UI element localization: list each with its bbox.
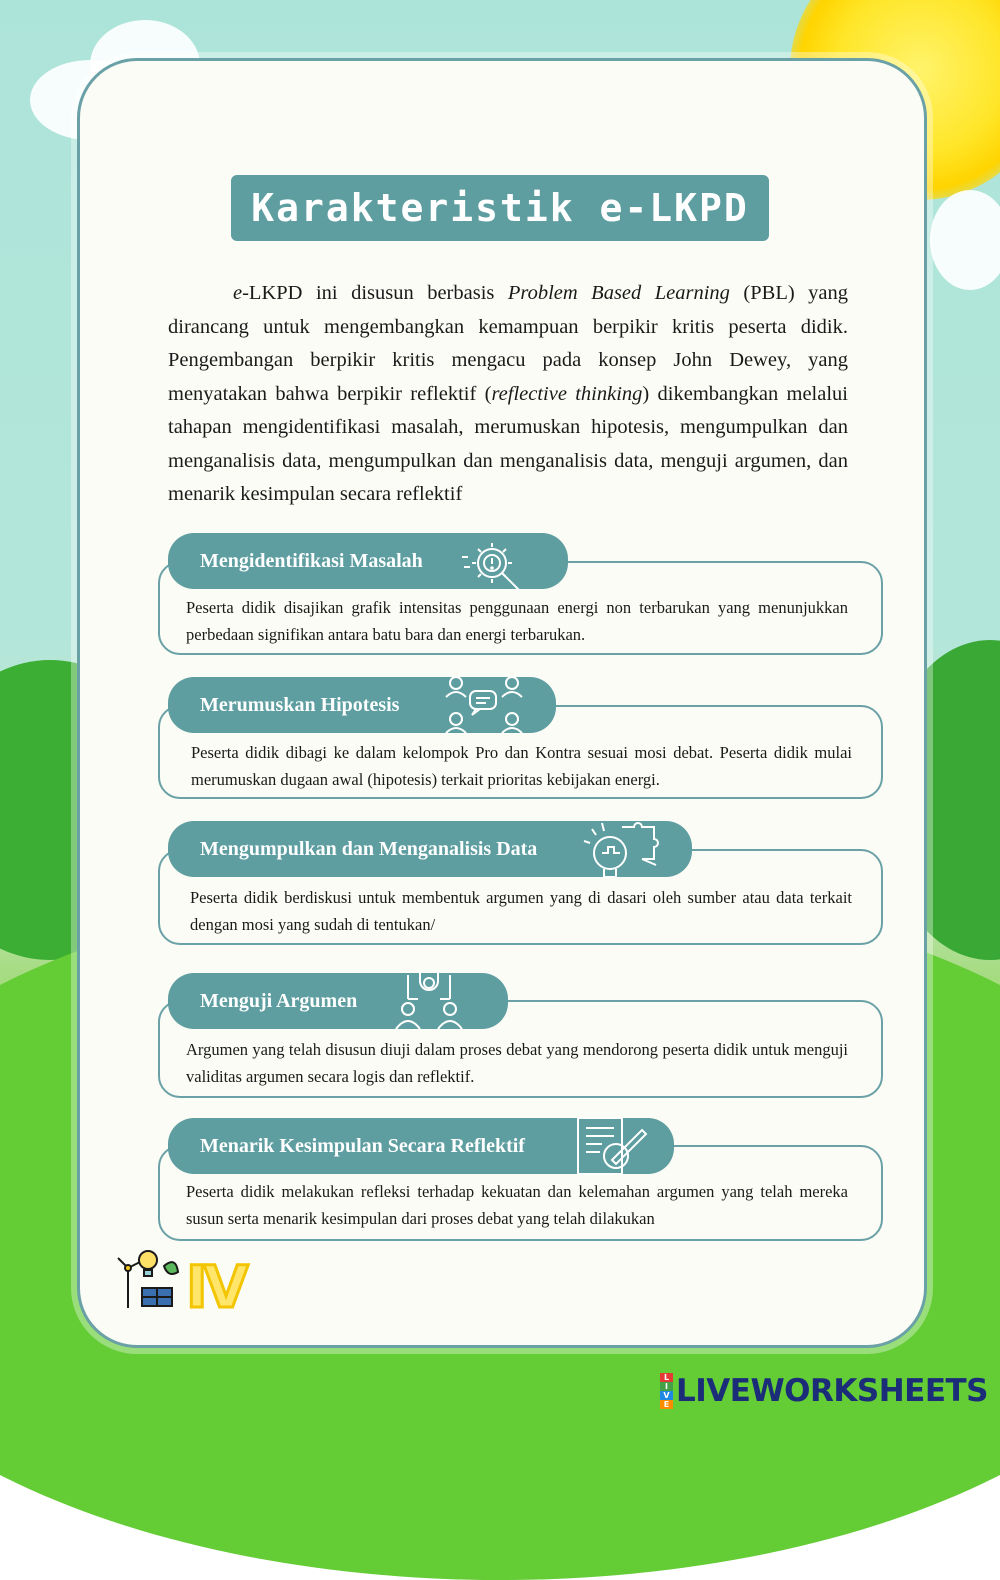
intro-text-2: (PBL) yang dirancang untuk mengembangkan kemampuan berpikir kritis peserta didik. Pengembangan berpikir kritis mengacu pada konsep John Dewey, yang menyatakan bahwa berpikir reflektif ( (168, 282, 848, 405)
live-letter: L (660, 1373, 673, 1382)
gear-search-icon (458, 537, 538, 593)
live-letter: I (660, 1382, 673, 1391)
intro-paragraph (168, 277, 848, 512)
intro-text-1: -LKPD ini disusun berbasis (242, 282, 508, 304)
stage-description: Peserta didik disajikan grafik intensitas penggunaan energi non terbarukan yang menunjukkan perbedaan signifikan antara batu bara dan energi terbarukan. (186, 598, 848, 644)
intro-italic-pbl: Problem Based Learning (507, 282, 730, 304)
page-number: IV (186, 1253, 245, 1321)
title-banner (231, 175, 769, 241)
live-letter: V (660, 1391, 673, 1400)
stage-description: Peserta didik melakukan refleksi terhadap kekuatan dan kelemahan argumen yang telah mereka susun serta menarik kesimpulan dari proses debat yang telah dilakukan (186, 1182, 848, 1228)
stage-title: Menguji Argumen (200, 989, 358, 1012)
renewable-energy-icon (114, 1248, 184, 1312)
group-discussion-icon (438, 673, 528, 737)
intro-italic-reflective: reflective thinking (491, 382, 643, 405)
stage-tab (168, 533, 568, 589)
stage-description: Peserta didik dibagi ke dalam kelompok Pro dan Kontra sesuai mosi debat. Peserta didik mulai merumuskan dugaan awal (hipotesis) terkait prioritas kebijakan energi. (191, 743, 852, 789)
liveworksheets-logo (660, 1373, 988, 1409)
stage-title: Mengidentifikasi Masalah (200, 549, 423, 572)
stage-title: Mengumpulkan dan Menganalisis Data (200, 837, 538, 860)
puzzle-head-icon (580, 819, 670, 881)
document-pen-icon (572, 1116, 652, 1176)
live-mark (660, 1373, 673, 1409)
stage-title: Menarik Kesimpulan Secara Reflektif (200, 1134, 525, 1157)
team-idea-icon (388, 969, 470, 1033)
stage-tab (168, 677, 556, 733)
stage-description: Argumen yang telah disusun diuji dalam proses debat yang mendorong peserta didik untuk menguji validitas argumen secara logis dan reflektif. (186, 1040, 848, 1086)
brand-name: LIVEWORKSHEETS (676, 1373, 988, 1409)
stage-tab (168, 1118, 674, 1174)
stage-tab (168, 973, 508, 1029)
intro-text-3: ) dikembangkan melalui tahapan mengidentifikasi masalah, merumuskan hipotesis, mengumpulkan dan menganalisis data, mengumpulkan dan menganalisis data, menguji argumen, dan menarik kesimpulan secara reflektif (168, 382, 848, 505)
intro-italic-e: e (233, 282, 243, 304)
stage-title: Merumuskan Hipotesis (200, 693, 400, 716)
stage-description: Peserta didik berdiskusi untuk membentuk argumen yang di dasari oleh sumber atau data terkait dengan mosi yang sudah di tentukan/ (190, 888, 852, 934)
stage-tab (168, 821, 692, 877)
cloud-decoration (930, 190, 1000, 290)
page-title: Karakteristik e-LKPD (251, 186, 749, 230)
live-letter: E (660, 1400, 673, 1409)
